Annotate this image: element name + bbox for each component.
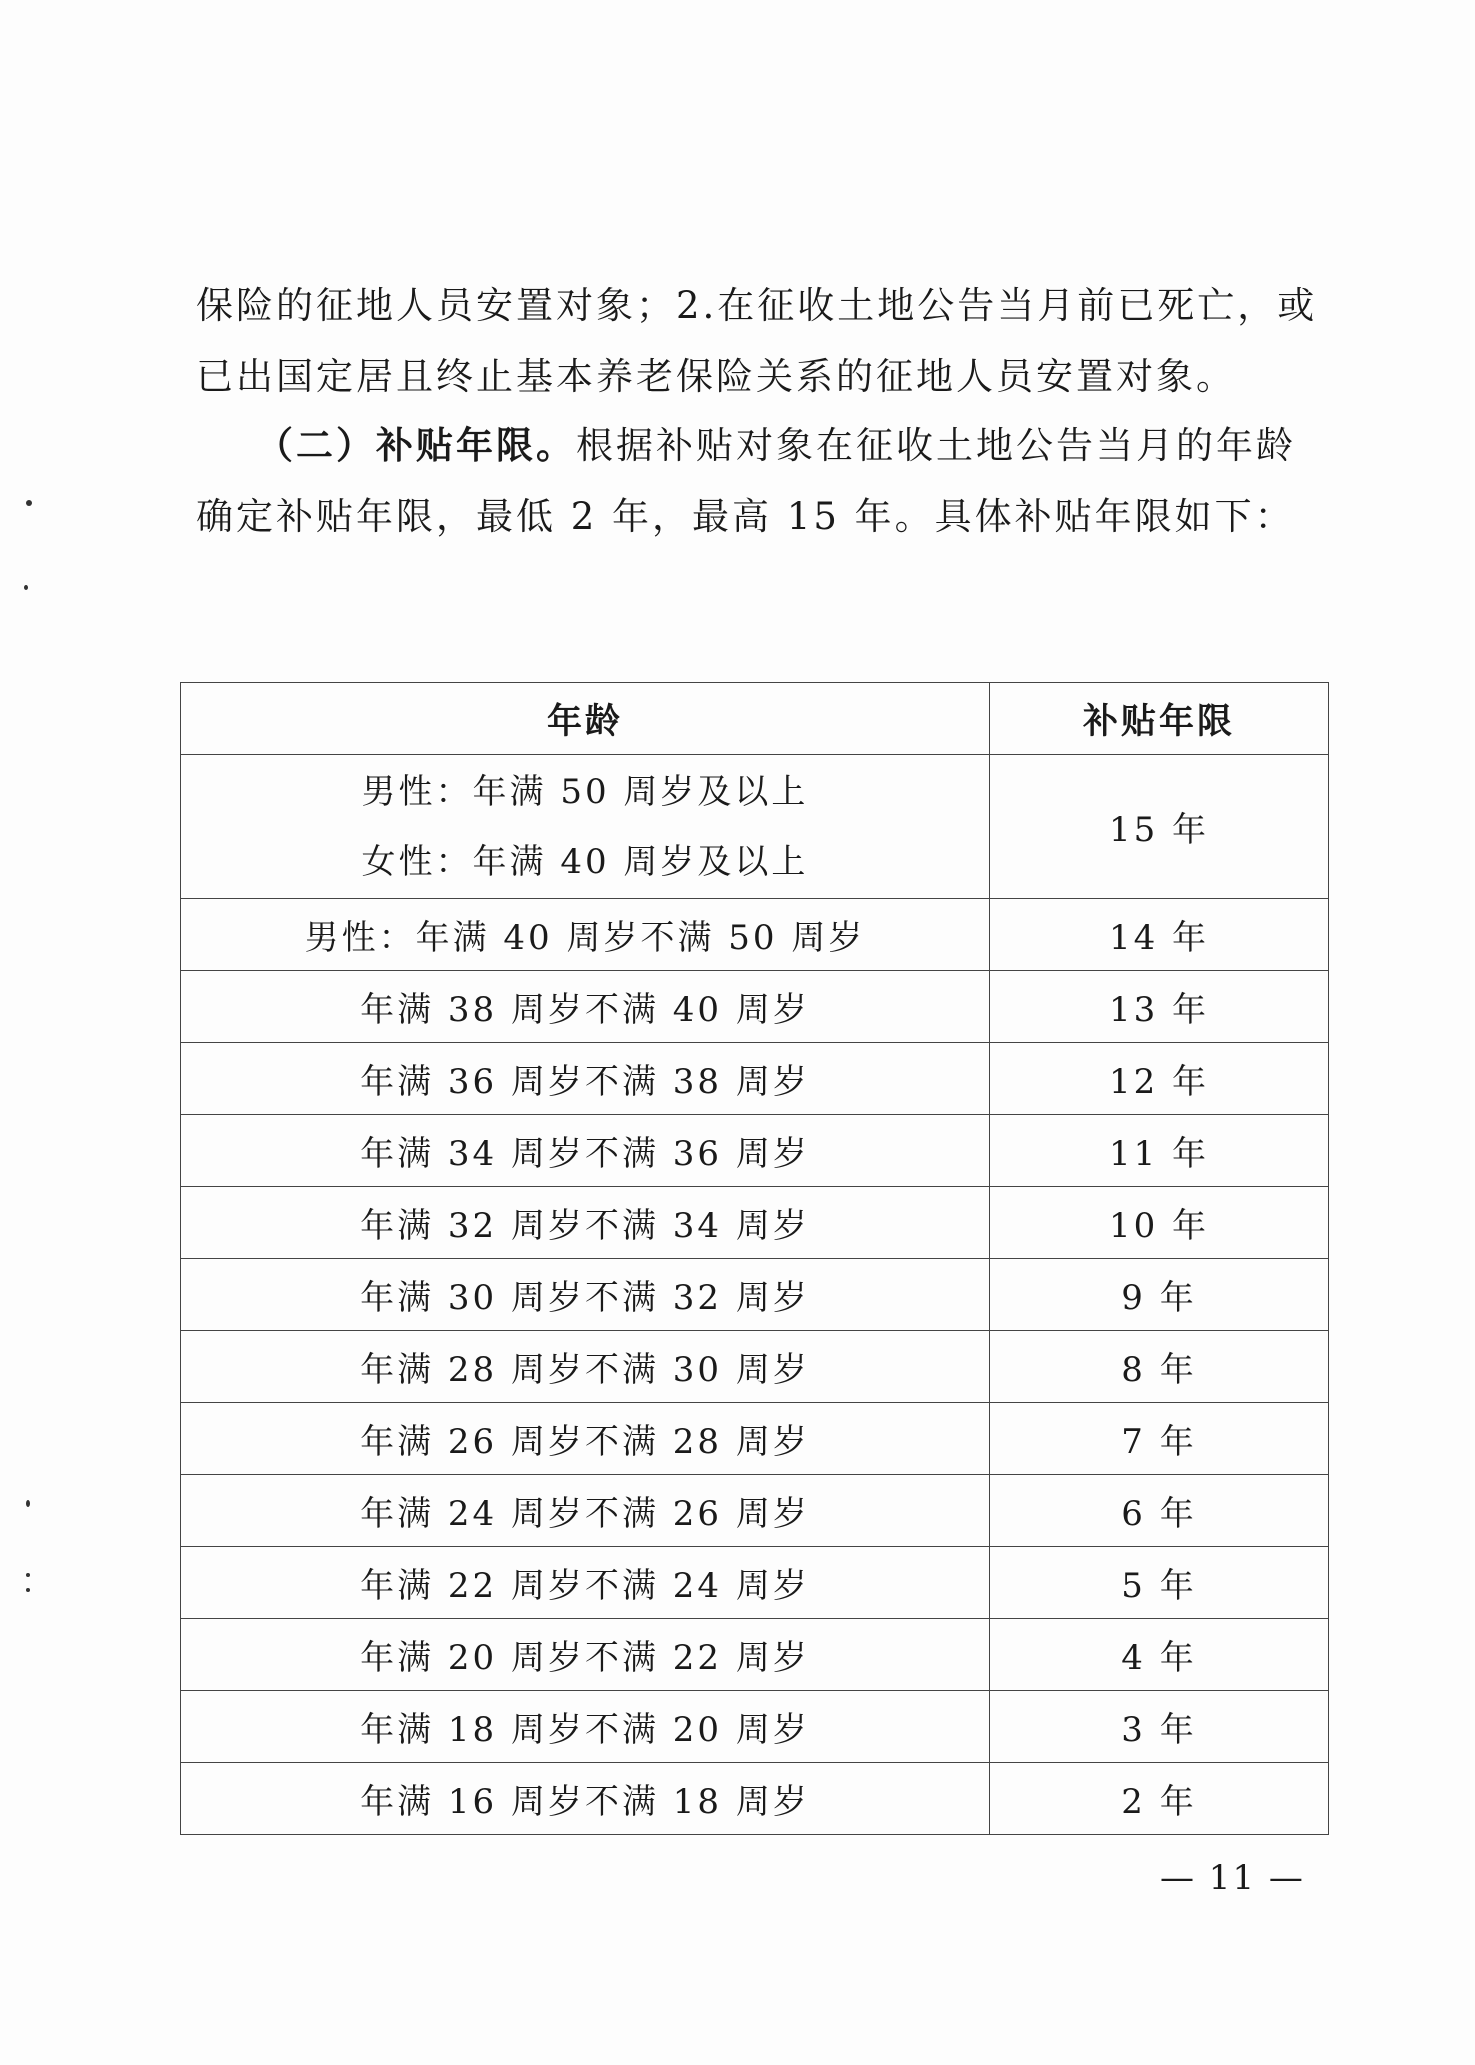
years-cell: 6 年 bbox=[990, 1475, 1329, 1547]
age-text: 男性：年满 50 周岁及以上 bbox=[361, 771, 809, 812]
years-cell: 2 年 bbox=[990, 1763, 1329, 1835]
table-row bbox=[181, 1331, 1329, 1403]
paragraph-line bbox=[196, 410, 1326, 481]
table-row bbox=[181, 755, 1329, 899]
age-cell: 年满 18 周岁不满 20 周岁 bbox=[181, 1691, 990, 1763]
years-cell: 14 年 bbox=[990, 899, 1329, 971]
years-cell: 5 年 bbox=[990, 1547, 1329, 1619]
paragraph-line: 已出国定居且终止基本养老保险关系的征地人员安置对象。 bbox=[196, 355, 1236, 398]
years-cell: 11 年 bbox=[990, 1115, 1329, 1187]
binding-hole-mark bbox=[24, 585, 28, 590]
age-cell: 年满 24 周岁不满 26 周岁 bbox=[181, 1475, 990, 1547]
years-cell: 8 年 bbox=[990, 1331, 1329, 1403]
table-row bbox=[181, 1403, 1329, 1475]
table-row bbox=[181, 1547, 1329, 1619]
years-cell: 3 年 bbox=[990, 1691, 1329, 1763]
years-cell: 9 年 bbox=[990, 1259, 1329, 1331]
age-cell: 年满 32 周岁不满 34 周岁 bbox=[181, 1187, 990, 1259]
table-row bbox=[181, 899, 1329, 971]
table-row bbox=[181, 1115, 1329, 1187]
age-cell: 年满 22 周岁不满 24 周岁 bbox=[181, 1547, 990, 1619]
binding-hole-mark bbox=[26, 1588, 30, 1592]
column-header-age: 年龄 bbox=[181, 683, 990, 755]
table-row bbox=[181, 971, 1329, 1043]
age-cell bbox=[181, 755, 990, 899]
age-cell: 年满 16 周岁不满 18 周岁 bbox=[181, 1763, 990, 1835]
years-cell: 4 年 bbox=[990, 1619, 1329, 1691]
column-header-years: 补贴年限 bbox=[990, 683, 1329, 755]
age-cell: 年满 36 周岁不满 38 周岁 bbox=[181, 1043, 990, 1115]
years-cell: 15 年 bbox=[990, 755, 1329, 899]
table-row bbox=[181, 1187, 1329, 1259]
years-cell: 12 年 bbox=[990, 1043, 1329, 1115]
table-row bbox=[181, 1619, 1329, 1691]
age-text: 女性：年满 40 周岁及以上 bbox=[361, 841, 809, 882]
subsidy-years-table bbox=[180, 682, 1329, 1835]
age-cell: 年满 30 周岁不满 32 周岁 bbox=[181, 1259, 990, 1331]
years-cell: 7 年 bbox=[990, 1403, 1329, 1475]
age-cell: 年满 20 周岁不满 22 周岁 bbox=[181, 1619, 990, 1691]
paragraph-text: 根据补贴对象在征收土地公告当月的年龄 bbox=[576, 424, 1296, 467]
paragraph-line: 确定补贴年限，最低 2 年，最高 15 年。具体补贴年限如下： bbox=[196, 495, 1295, 538]
table-row bbox=[181, 1763, 1329, 1835]
binding-hole-mark bbox=[26, 1500, 30, 1507]
page-number: — 11 — bbox=[1160, 1858, 1305, 1898]
age-cell: 年满 34 周岁不满 36 周岁 bbox=[181, 1115, 990, 1187]
years-cell: 10 年 bbox=[990, 1187, 1329, 1259]
paragraph-eligibility-exclusions bbox=[196, 270, 1326, 412]
table-header-row bbox=[181, 683, 1329, 755]
age-cell: 年满 26 周岁不满 28 周岁 bbox=[181, 1403, 990, 1475]
age-cell: 男性：年满 40 周岁不满 50 周岁 bbox=[181, 899, 990, 971]
section-heading: （二）补贴年限。 bbox=[256, 424, 576, 467]
age-cell: 年满 28 周岁不满 30 周岁 bbox=[181, 1331, 990, 1403]
table-row bbox=[181, 1043, 1329, 1115]
table-row bbox=[181, 1691, 1329, 1763]
age-cell: 年满 38 周岁不满 40 周岁 bbox=[181, 971, 990, 1043]
paragraph-subsidy-years bbox=[196, 410, 1326, 552]
table-row bbox=[181, 1475, 1329, 1547]
table-row bbox=[181, 1259, 1329, 1331]
years-cell: 13 年 bbox=[990, 971, 1329, 1043]
binding-hole-mark bbox=[26, 500, 32, 506]
paragraph-line: 保险的征地人员安置对象；2.在征收土地公告当月前已死亡，或 bbox=[196, 284, 1318, 327]
binding-hole-mark bbox=[26, 1573, 30, 1577]
